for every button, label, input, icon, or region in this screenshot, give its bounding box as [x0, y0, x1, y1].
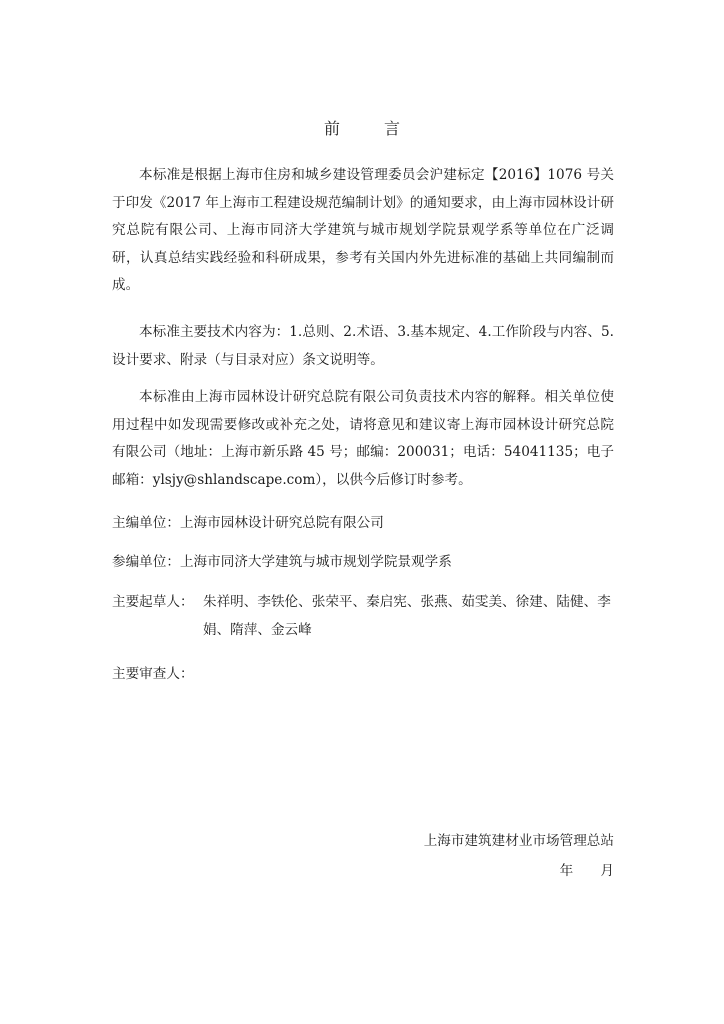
drafters-label: 主要起草人： — [112, 594, 194, 610]
paragraph-interpretation: 本标准由上海市园林设计研究总院有限公司负责技术内容的解释。相关单位使用过程中如发现需要修改或补充之处，请将意见和建议寄上海市园林设计研究总院有限公司（地址：上海市新乐路 45 号；邮编：200031；电话：54041135；电子邮箱：ylsjy@shlandscape.com），以供今后修订时参考。 — [112, 389, 614, 488]
paragraph-background: 本标准是根据上海市住房和城乡建设管理委员会沪建标定【2016】1076 号关于印发《2017 年上海市工程建设规范编制计划》的通知要求，由上海市园林设计研究总院有限公司、上海市同济大学建筑与城市规划学院景观学系等单位在广泛调研，认真总结实践经验和科研成果，参考有关国内外先进标准的基础上共同编制而成。 — [112, 167, 614, 293]
page-title: 前 言 — [323, 119, 414, 138]
participating-editing-unit: 参编单位：上海市同济大学建筑与城市规划学院景观学系 — [112, 554, 452, 570]
issuing-organization: 上海市建筑建材业市场管理总站 — [423, 833, 614, 849]
reviewers-label: 主要审查人： — [112, 666, 194, 682]
issue-date: 年 月 — [559, 863, 614, 879]
chief-editing-unit: 主编单位：上海市园林设计研究总院有限公司 — [112, 515, 384, 531]
paragraph-technical-content: 本标准主要技术内容为：1.总则、2.术语、3.基本规定、4.工作阶段与内容、5.设计要求、附录（与目录对应）条文说明等。 — [112, 324, 614, 368]
drafters-list: 朱祥明、李铁伦、张荣平、秦启宪、张燕、茹雯美、徐建、陆健、李娟、隋萍、金云峰 — [203, 594, 611, 638]
